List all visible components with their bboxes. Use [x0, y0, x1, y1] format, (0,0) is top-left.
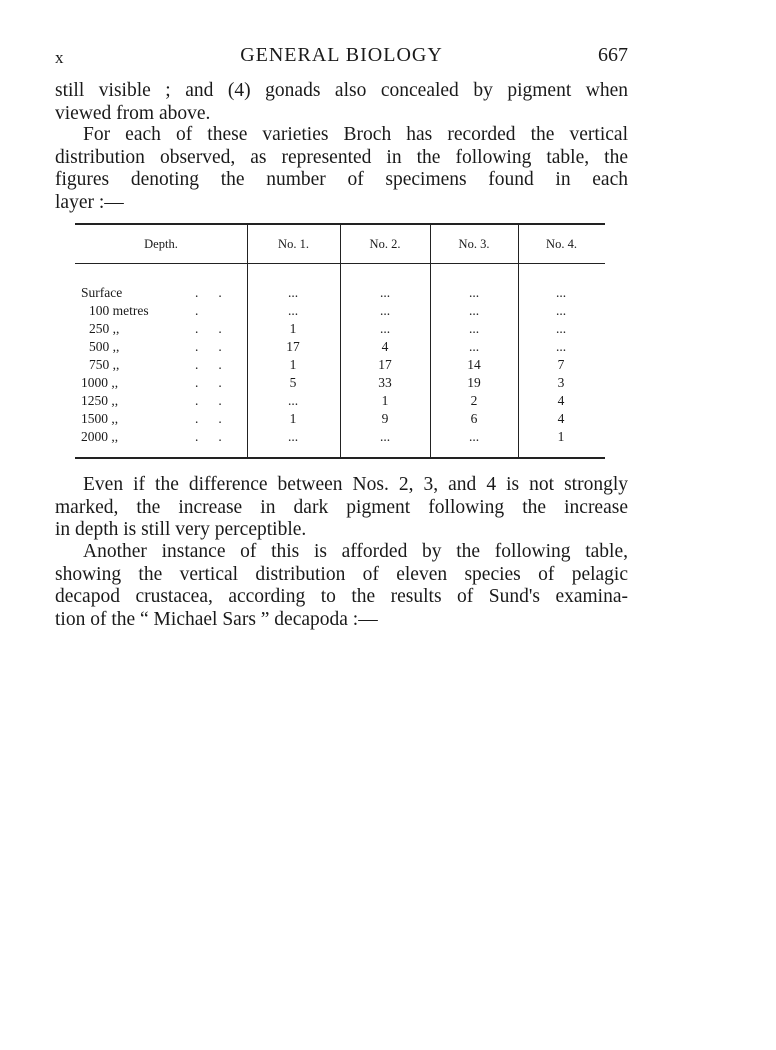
depth-cell: 100 metres [89, 303, 149, 318]
depth-cell: 2000 ,, [81, 429, 119, 444]
text-line: Another instance of this is afforded by the following table, [83, 541, 628, 562]
value-cell: ... [379, 429, 391, 444]
text-line: layer :— [55, 191, 124, 213]
value-cell: ... [287, 393, 299, 408]
leader-dots: . [195, 303, 219, 318]
text-line: Even if the difference between Nos. 2, 3, and 4 is not strongly [83, 474, 628, 495]
value-cell: ... [468, 285, 480, 300]
value-cell: ... [287, 285, 299, 300]
depth-cell: 1000 ,, [81, 375, 119, 390]
value-cell: ... [555, 339, 567, 354]
header-no-4: No. 4. [546, 237, 577, 251]
value-cell: 1 [289, 357, 297, 372]
value-cell: ... [468, 429, 480, 444]
table-row [75, 429, 605, 446]
value-cell: ... [555, 321, 567, 336]
value-cell: 1 [289, 321, 297, 336]
value-cell: ... [468, 321, 480, 336]
value-cell: 14 [467, 357, 481, 372]
text-line: distribution observed, as represented in the following table, the [55, 146, 628, 168]
section-mark: x [55, 48, 64, 67]
value-cell: ... [379, 285, 391, 300]
value-cell: 5 [289, 375, 297, 390]
value-cell: ... [379, 303, 391, 318]
leader-dots: .. [195, 321, 242, 336]
text-line: For each of these varieties Broch has recorded the vertical [83, 124, 628, 145]
running-header [55, 44, 628, 70]
value-cell: ... [468, 339, 480, 354]
leader-dots: .. [195, 411, 242, 426]
value-cell: 6 [470, 411, 478, 426]
header-no-3: No. 3. [458, 237, 490, 251]
value-cell: ... [468, 303, 480, 318]
value-cell: ... [287, 429, 299, 444]
table-row [75, 357, 605, 374]
table-row [75, 303, 605, 320]
text-line: decapod crustacea, according to the results of Sund's examina- [55, 586, 628, 607]
value-cell: 7 [557, 357, 565, 372]
header-depth: Depth. [144, 237, 178, 251]
depth-cell: 500 ,, [89, 339, 120, 354]
paragraph-another-instance [55, 541, 628, 631]
value-cell: 9 [381, 411, 389, 426]
leader-dots: .. [195, 375, 242, 390]
leader-dots: .. [195, 357, 242, 372]
table-row [75, 321, 605, 338]
value-cell: ... [555, 303, 567, 318]
value-cell: ... [379, 321, 391, 336]
paragraph-difference [55, 474, 628, 542]
table-row [75, 285, 605, 302]
leader-dots: .. [195, 393, 242, 408]
text-line: marked, the increase in dark pigment following the increase [55, 496, 628, 518]
leader-dots: .. [195, 429, 242, 444]
value-cell: 3 [557, 375, 565, 390]
table-row [75, 411, 605, 428]
table-row [75, 375, 605, 392]
text-line: viewed from above. [55, 102, 211, 124]
depth-cell: Surface [81, 285, 123, 300]
header-no-1: No. 1. [278, 237, 309, 251]
value-cell: 17 [286, 339, 300, 354]
value-cell: 4 [557, 393, 565, 408]
depth-cell: 1500 ,, [81, 411, 119, 426]
value-cell: ... [555, 285, 567, 300]
value-cell: ... [287, 303, 299, 318]
text-line: still visible ; and (4) gonads also concealed by pigment when [55, 80, 628, 101]
header-rule [75, 263, 605, 264]
leader-dots: .. [195, 339, 242, 354]
text-line: tion of the “ Michael Sars ” decapoda :— [55, 608, 378, 630]
table-row [75, 339, 605, 356]
paragraph-continuation [55, 80, 628, 125]
value-cell: 1 [557, 429, 565, 444]
value-cell: 1 [289, 411, 297, 426]
text-line: figures denoting the number of specimens found in each [55, 169, 628, 190]
text-line: showing the vertical distribution of eleven species of pelagic [55, 563, 628, 585]
vertical-distribution-table [75, 223, 605, 459]
value-cell: 17 [378, 357, 392, 372]
value-cell: 19 [467, 375, 481, 390]
paragraph-broch [55, 124, 628, 214]
value-cell: 2 [470, 393, 478, 408]
value-cell: 1 [381, 393, 389, 408]
header-no-2: No. 2. [369, 237, 401, 251]
depth-cell: 1250 ,, [81, 393, 119, 408]
running-title: GENERAL BIOLOGY [240, 44, 443, 66]
value-cell: 33 [378, 375, 392, 390]
page-number: 667 [598, 44, 628, 66]
text-line: in depth is still very perceptible. [55, 519, 307, 540]
depth-cell: 750 ,, [89, 357, 120, 372]
value-cell: 4 [557, 411, 565, 426]
value-cell: 4 [381, 339, 389, 354]
depth-cell: 250 ,, [89, 321, 120, 336]
leader-dots: .. [195, 285, 242, 300]
table-row [75, 393, 605, 410]
